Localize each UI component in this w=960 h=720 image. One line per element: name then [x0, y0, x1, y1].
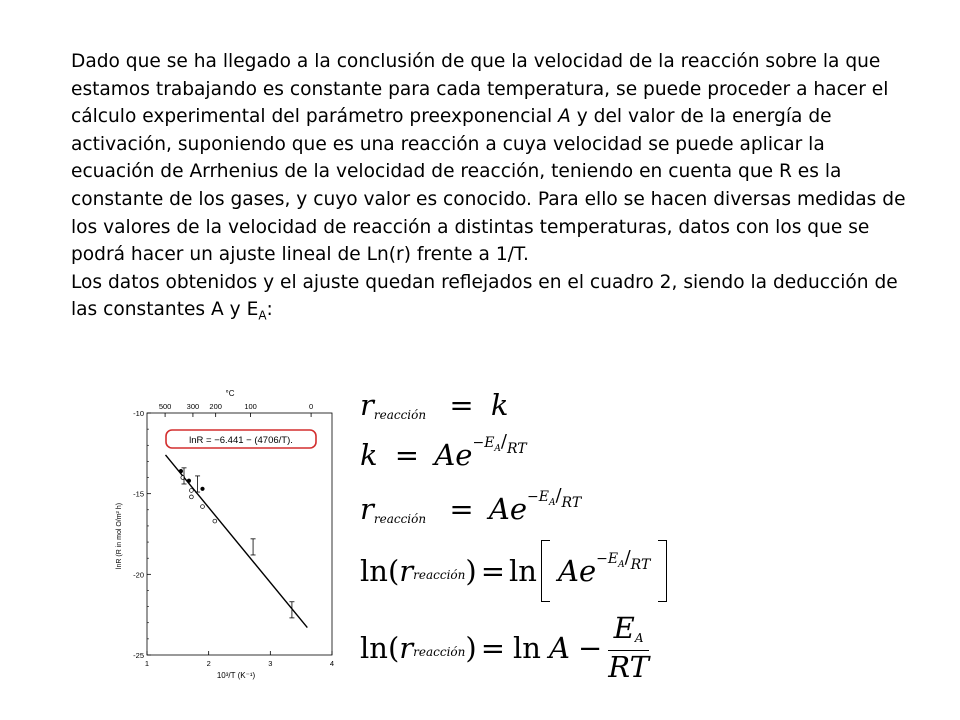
x-tick-label: 4	[329, 659, 335, 668]
eq-symbol: E	[613, 611, 635, 645]
paragraph-text-part: Dado que se ha llegado a la conclusión de que la velocidad de la reacción sobre la que estamos trabajando es constante para cada temperatura, se puede proceder a hacer el cálculo experimental del parámetro preexponencial	[71, 51, 889, 128]
activation-fraction	[608, 612, 649, 683]
eq-symbol: k	[490, 388, 509, 422]
right-bracket	[658, 540, 667, 602]
eq-symbol: r	[399, 554, 414, 588]
eq-function: ln	[509, 554, 537, 588]
eq-paren: )	[465, 630, 477, 665]
eq-exponent-subscript: A	[548, 498, 556, 508]
eq-symbol: r	[360, 492, 374, 526]
eq-exponent: E	[484, 435, 495, 451]
eq-symbol: A	[434, 438, 456, 472]
y-axis-label: lnR (R in mol O/m² h)	[116, 502, 123, 570]
x-axis-label: 10³/T (K⁻¹)	[216, 671, 256, 680]
left-bracket	[541, 540, 550, 602]
top-tick-label: 100	[244, 402, 257, 411]
fit-line	[166, 455, 308, 628]
eq-symbol: e	[455, 438, 473, 472]
eq-equals: =	[449, 388, 474, 422]
eq-equals: =	[480, 630, 506, 665]
data-points	[179, 468, 295, 618]
data-point-filled	[179, 469, 183, 473]
eq-function: ln	[513, 630, 541, 665]
eq-equals: =	[394, 438, 420, 472]
data-point-open	[190, 495, 194, 499]
paragraph-text-part: y del valor de la energía de activación, suponiendo que es una reacción a cuya velocidad se puede aplicar la ecuación de Arrhenius de la velocidad de reacción, teniendo en cuenta que R es la constante de los gases, y cuyo valor es conocido. Para ello se hacen diversas medidas de los valores de la velocidad de reacción a distintas temperaturas, datos con los que se podrá hacer un ajuste lineal de Ln(r) frente a 1/T.	[71, 106, 906, 266]
y-tick-label: -10	[133, 409, 144, 418]
eq-symbol: e	[509, 492, 527, 526]
eq-symbol: A	[557, 554, 579, 588]
data-point-filled	[200, 487, 204, 491]
eq-symbol: A	[548, 630, 570, 665]
data-point-filled	[187, 479, 191, 483]
x-tick-label: 3	[268, 659, 273, 668]
eq-subscript: reacción	[413, 568, 466, 582]
eq-subscript: A	[634, 631, 644, 645]
x-tick-label: 1	[144, 659, 150, 668]
data-point-open	[201, 505, 205, 509]
eq-exponent: RT	[507, 441, 527, 457]
top-axis-ticks	[159, 402, 313, 417]
eq-subscript: reacción	[373, 512, 427, 526]
eq-symbol: A	[488, 492, 510, 526]
top-tick-label: 200	[209, 402, 222, 411]
eq-paren: (	[387, 554, 400, 588]
plot-frame	[147, 413, 332, 655]
eq-function: ln	[360, 630, 388, 665]
eq-exponent: RT	[561, 495, 582, 511]
eq-symbol: k	[360, 438, 378, 472]
eq-subscript: reacción	[413, 644, 466, 659]
top-tick-label: 300	[186, 402, 200, 411]
paragraph-line-2	[71, 269, 911, 331]
eq-exponent: E	[607, 551, 619, 567]
y-tick-label: -20	[133, 570, 144, 580]
eq-exponent: −	[526, 489, 539, 505]
paragraph-text-part: :	[266, 299, 273, 321]
eq-minus: −	[577, 630, 603, 665]
top-axis-unit: °C	[225, 389, 235, 398]
eq-symbol: e	[578, 554, 597, 588]
top-tick-label: 500	[158, 402, 172, 411]
eq-exponent: −	[472, 435, 485, 451]
eq-exponent: −	[596, 551, 608, 567]
y-tick-label: -15	[133, 489, 144, 499]
eq-paren: )	[465, 554, 477, 588]
eq-symbol: r	[360, 388, 374, 422]
equation-ln-rate-linear	[360, 612, 649, 683]
paragraph-text-part: Los datos obtenidos y el ajuste quedan reflejados en el cuadro 2, siendo la deducción de las constantes A y E	[71, 271, 898, 321]
eq-function: ln	[360, 554, 388, 588]
eq-subscript: reacción	[373, 408, 427, 422]
y-tick-label: -25	[133, 651, 144, 660]
eq-exponent: RT	[630, 557, 651, 573]
eq-exponent-subscript: A	[494, 444, 501, 454]
data-point-open	[190, 489, 194, 493]
eq-equals: =	[480, 554, 506, 588]
eq-symbol: RT	[608, 650, 649, 684]
eq-paren: (	[387, 630, 400, 665]
equation-rate-arrhenius: rreacción = $Ae^{-EA/RT}$	[360, 485, 582, 526]
x-tick-label: 2	[206, 659, 211, 668]
explanatory-paragraph	[71, 48, 911, 331]
y-axis-ticks	[133, 409, 151, 660]
equation-k-arrhenius: $k = Ae^{-EA/RT}$	[360, 431, 527, 472]
fit-equation-label: lnR = −6.441 − (4706/T).	[189, 435, 293, 446]
arrhenius-chart	[104, 386, 344, 696]
equation-rate-equals-k	[360, 388, 508, 422]
top-tick-label: 0	[309, 402, 314, 411]
eq-equals: =	[449, 492, 474, 526]
preexponential-symbol: A	[558, 106, 571, 128]
x-axis-ticks	[145, 651, 334, 668]
eq-symbol: r	[399, 630, 414, 665]
activation-energy-subscript: A	[258, 309, 267, 324]
eq-exponent-subscript: A	[618, 560, 625, 570]
arrhenius-chart-svg	[104, 386, 344, 696]
eq-exponent: E	[538, 489, 549, 505]
data-point-open	[213, 519, 217, 523]
equation-ln-rate-bracket: ln ( r reacción ) = ln $Ae^{-EA/RT}$	[360, 540, 667, 602]
paragraph-line-1	[71, 48, 911, 269]
